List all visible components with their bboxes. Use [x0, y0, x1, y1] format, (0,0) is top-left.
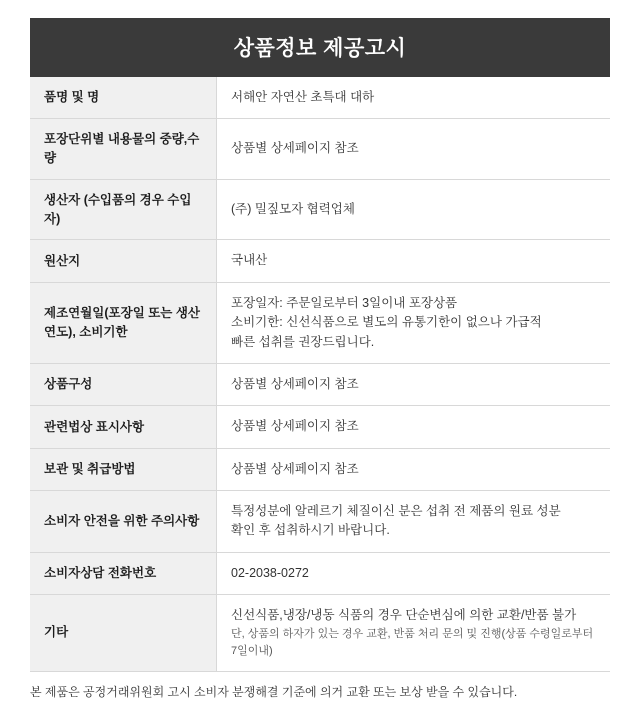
value-line: 국내산 [231, 253, 268, 268]
table-row [30, 406, 610, 448]
value-line: 빠른 섭취를 권장드립니다. [231, 334, 375, 349]
row-label: 기타 [30, 595, 217, 671]
row-value [217, 491, 611, 553]
value-line: 상품별 상세페이지 참조 [231, 376, 359, 391]
row-label: 관련법상 표시사항 [30, 406, 217, 448]
row-label: 제조연월일(포장일 또는 생산연도), 소비기한 [30, 282, 217, 363]
table-row [30, 282, 610, 363]
table-body [30, 77, 610, 671]
row-label: 품명 및 명 [30, 77, 217, 119]
value-line-small: 단, 상품의 하자가 있는 경우 교환, 반품 처리 문의 및 진행(상품 수령일로부터 7일이내) [231, 627, 594, 657]
table-row [30, 491, 610, 553]
row-label: 소비자 안전을 위한 주의사항 [30, 491, 217, 553]
table-row [30, 448, 610, 490]
row-value [217, 448, 611, 490]
table-row [30, 595, 610, 671]
product-info-table [30, 77, 610, 672]
footer-note: 본 제품은 공정거래위원회 고시 소비자 분쟁해결 기준에 의거 교환 또는 보상 받을 수 있습니다. [30, 684, 518, 699]
row-value [217, 77, 611, 119]
value-line: 상품별 상세페이지 참조 [231, 461, 359, 476]
value-line: 02-2038-0272 [231, 565, 309, 580]
value-line: 서해안 자연산 초특대 대하 [231, 90, 375, 104]
row-label: 소비자상담 전화번호 [30, 552, 217, 594]
value-line: 신선식품,냉장/냉동 식품의 경우 단순변심에 의한 교환/반품 불가 [231, 608, 577, 623]
row-value [217, 552, 611, 594]
row-value [217, 282, 611, 363]
row-value [217, 240, 611, 282]
row-value [217, 119, 611, 180]
value-line: 포장일자: 주문일로부터 3일이내 포장상품 [231, 295, 458, 310]
table-row [30, 179, 610, 240]
row-value [217, 363, 611, 405]
row-label: 생산자 (수입품의 경우 수입자) [30, 179, 217, 240]
value-line: (주) 밀짚모자 협력업체 [231, 201, 355, 216]
value-line: 소비기한: 신선식품으로 별도의 유통기한이 없으나 가급적 [231, 315, 542, 330]
row-label: 보관 및 취급방법 [30, 448, 217, 490]
value-line: 확인 후 섭취하시기 바랍니다. [231, 523, 390, 538]
row-value [217, 179, 611, 240]
table-row [30, 552, 610, 594]
table-row [30, 77, 610, 119]
value-line: 특정성분에 알레르기 체질이신 분은 섭취 전 제품의 원료 성분 [231, 504, 561, 518]
row-value [217, 406, 611, 448]
row-label: 포장단위별 내용물의 중량,수량 [30, 119, 217, 180]
value-line: 상품별 상세페이지 참조 [231, 419, 359, 434]
value-line: 상품별 상세페이지 참조 [231, 141, 359, 156]
table-row [30, 363, 610, 405]
row-value [217, 595, 611, 671]
row-label: 상품구성 [30, 363, 217, 405]
row-label: 원산지 [30, 240, 217, 282]
page-title: 상품정보 제공고시 [30, 18, 610, 77]
table-row [30, 240, 610, 282]
table-row [30, 119, 610, 180]
